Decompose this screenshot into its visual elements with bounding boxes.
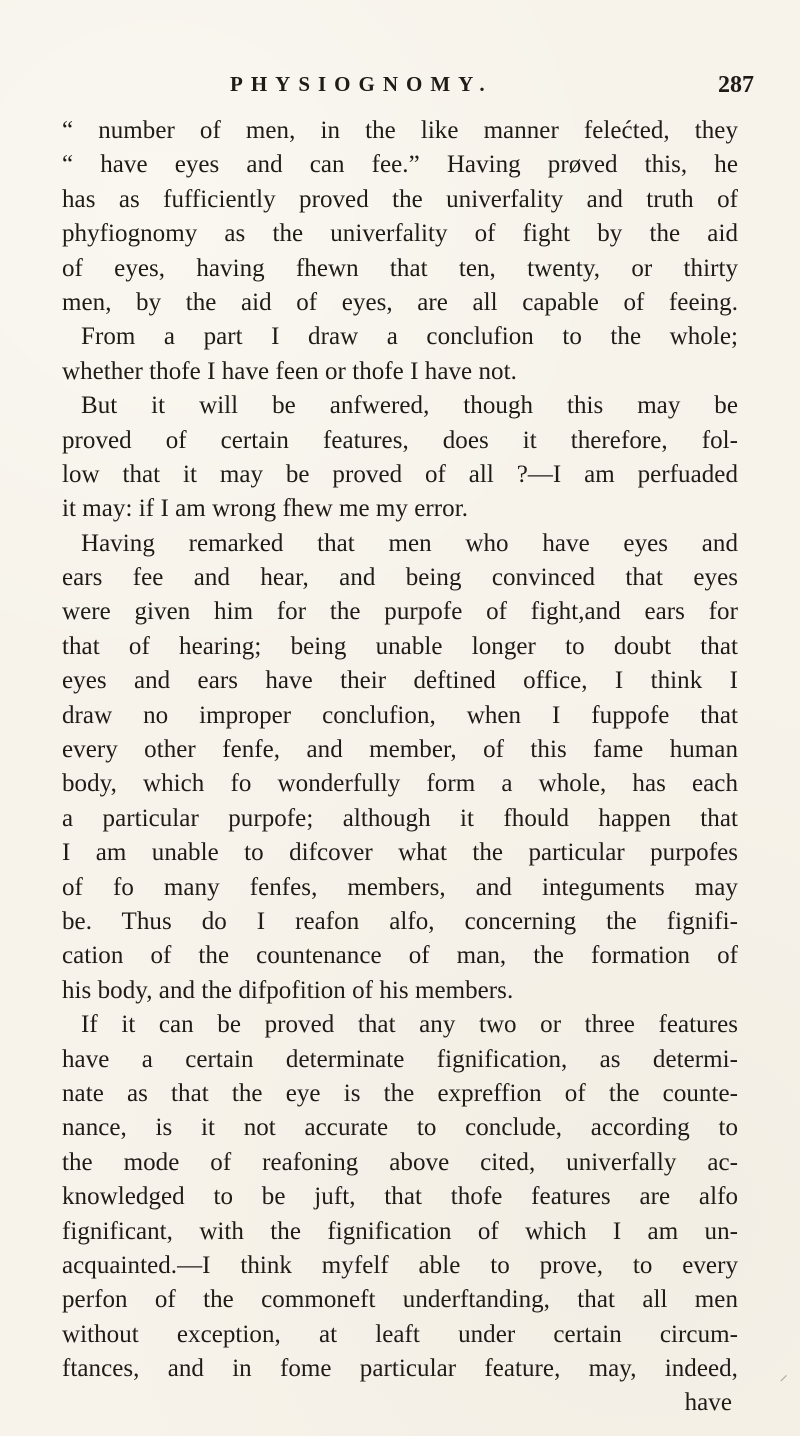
text-line: low that it may be proved of all ?—I am perfuaded [62,460,738,488]
text-line: of fo many fenfes, members, and integuments may [62,873,738,901]
text-line: cation of the countenance of man, the formation of [62,942,738,970]
text-line: “ number of men, in the like manner felećted, they [62,117,738,144]
body-text [62,114,738,1421]
text-line: it may: if I am wrong fhew me my error. [62,495,469,523]
running-head [0,72,800,106]
text-line: ears fee and hear, and being convinced that eyes [62,564,738,592]
text-line: nance, is it not accurate to conclude, according to [62,1114,738,1142]
text-line: whether thofe I have feen or thofe I have not. [62,357,517,385]
text-line: the mode of reafoning above cited, univerfally ac- [62,1148,738,1176]
text-line: proved of certain features, does it therefore, fol- [62,426,738,454]
text-line: every other fenfe, and member, of this fame human [62,736,738,764]
page-number: 287 [718,72,754,98]
text-line: I am unable to difcover what the particular purpofes [62,839,738,867]
text-line: be. Thus do I reafon alfo, concerning the fignifi- [62,907,738,935]
text-line: a particular purpofe; although it fhould happen that [62,804,738,832]
page-mark-icon [780,1375,792,1387]
text-line: nate as that the eye is the expreffion of the counte- [62,1079,738,1107]
text-line: without exception, at leaft under certain circum- [62,1320,738,1348]
text-line: body, which fo wonderfully form a whole, has each [62,770,738,798]
text-line: But it will be anfwered, though this may be [81,392,738,420]
text-line: “ have eyes and can fee.” Having prøved this, he [62,151,738,179]
text-line: fignificant, with the fignification of which I am un- [62,1217,738,1245]
text-line: that of hearing; being unable longer to doubt that [62,632,738,660]
text-line: men, by the aid of eyes, are all capable of feeing. [62,288,738,316]
text-line: ftances, and in fome particular feature, may, indeed, [62,1355,738,1383]
text-line: knowledged to be juft, that thofe features are alfo [62,1183,738,1211]
text-line: eyes and ears have their deftined office, I think I [62,667,738,695]
text-line: If it can be proved that any two or three features [81,1011,738,1039]
text-line: were given him for the purpofe of fight,and ears for [62,598,738,626]
text-line: his body, and the difpofition of his members. [62,976,514,1004]
text-line: of eyes, having fhewn that ten, twenty, or thirty [62,254,738,282]
catchword: have [684,1389,732,1417]
text-line: phyfiognomy as the univerfality of fight by the aid [62,220,738,248]
text-line: perfon of the commoneft underftanding, that all men [62,1286,738,1314]
text-line: has as fufficiently proved the univerfality and truth of [62,185,738,213]
text-line: Having remarked that men who have eyes and [81,529,738,557]
text-line: acquainted.—I think myfelf able to prove, to every [62,1251,738,1279]
running-title: PHYSIOGNOMY. [230,72,493,96]
text-line: have a certain determinate fignification, as determi- [62,1045,738,1073]
text-line: From a part I draw a conclufion to the whole; [81,323,738,351]
text-line: draw no improper conclufion, when I fuppofe that [62,701,738,729]
